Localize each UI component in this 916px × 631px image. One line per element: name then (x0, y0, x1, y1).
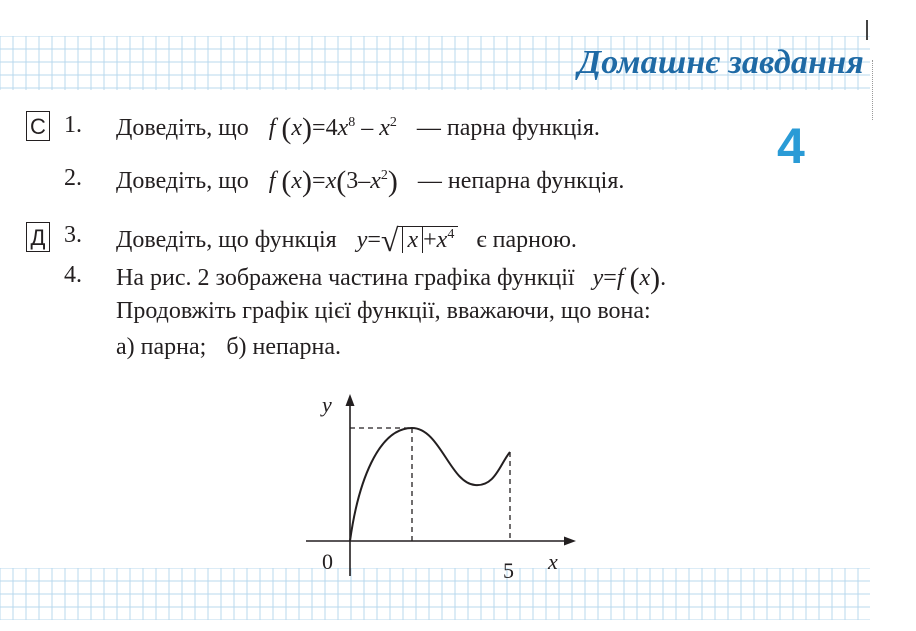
task-2-text (116, 165, 624, 199)
page-title: Домашнє завдання (577, 44, 864, 81)
level-badge-c: С (26, 111, 50, 141)
task-3-text (116, 222, 577, 259)
x-axis-label: x (548, 549, 558, 574)
task-number-4: 4. (64, 262, 82, 288)
task-4-formula: y=f (x). (592, 262, 667, 295)
task-1-start: Доведіть, що (116, 115, 249, 141)
option-b: б) непарна. (226, 334, 342, 360)
x-axis-arrow (564, 537, 576, 546)
task-2-end: — непарна функція. (417, 168, 625, 194)
y-axis-label: y (322, 392, 332, 417)
task-number-2: 2. (64, 165, 82, 191)
task-3-formula: y=√ $x +x^4$ (357, 227, 459, 253)
function-graph (300, 388, 590, 588)
y-axis-arrow (346, 394, 355, 406)
origin-label: 0 (322, 549, 333, 574)
level-badge-d: Д (26, 222, 50, 252)
option-a: а) парна; (116, 334, 207, 360)
graph-svg (300, 388, 590, 583)
task-2-start: Доведіть, що (116, 168, 249, 194)
tick-label-5: 5 (503, 558, 514, 583)
task-4-line-1 (116, 262, 666, 296)
corner-dotted-line (872, 60, 874, 120)
task-4-line-2: Продовжіть графік цієї функції, вважаючи, що вона: (116, 298, 651, 324)
corner-mark (866, 20, 868, 40)
task-4-options (116, 334, 341, 361)
task-1-formula: f $(x)=4x^8 - x^2$ (268, 112, 397, 145)
task-1-end: — парна функція. (416, 115, 600, 141)
task-2-formula: f $(x)=x(3-x^2)$ (268, 165, 398, 198)
task-3-end: є парною. (476, 227, 577, 253)
slide-number: 4 (777, 118, 805, 174)
function-curve (350, 428, 510, 541)
task-3-start: Доведіть, що функція (116, 227, 337, 253)
task-number-3: 3. (64, 222, 82, 248)
task-number-1: 1. (64, 112, 82, 138)
task-4-start: На рис. 2 зображена частина графіка функції (116, 265, 575, 291)
task-1-text (116, 112, 600, 146)
